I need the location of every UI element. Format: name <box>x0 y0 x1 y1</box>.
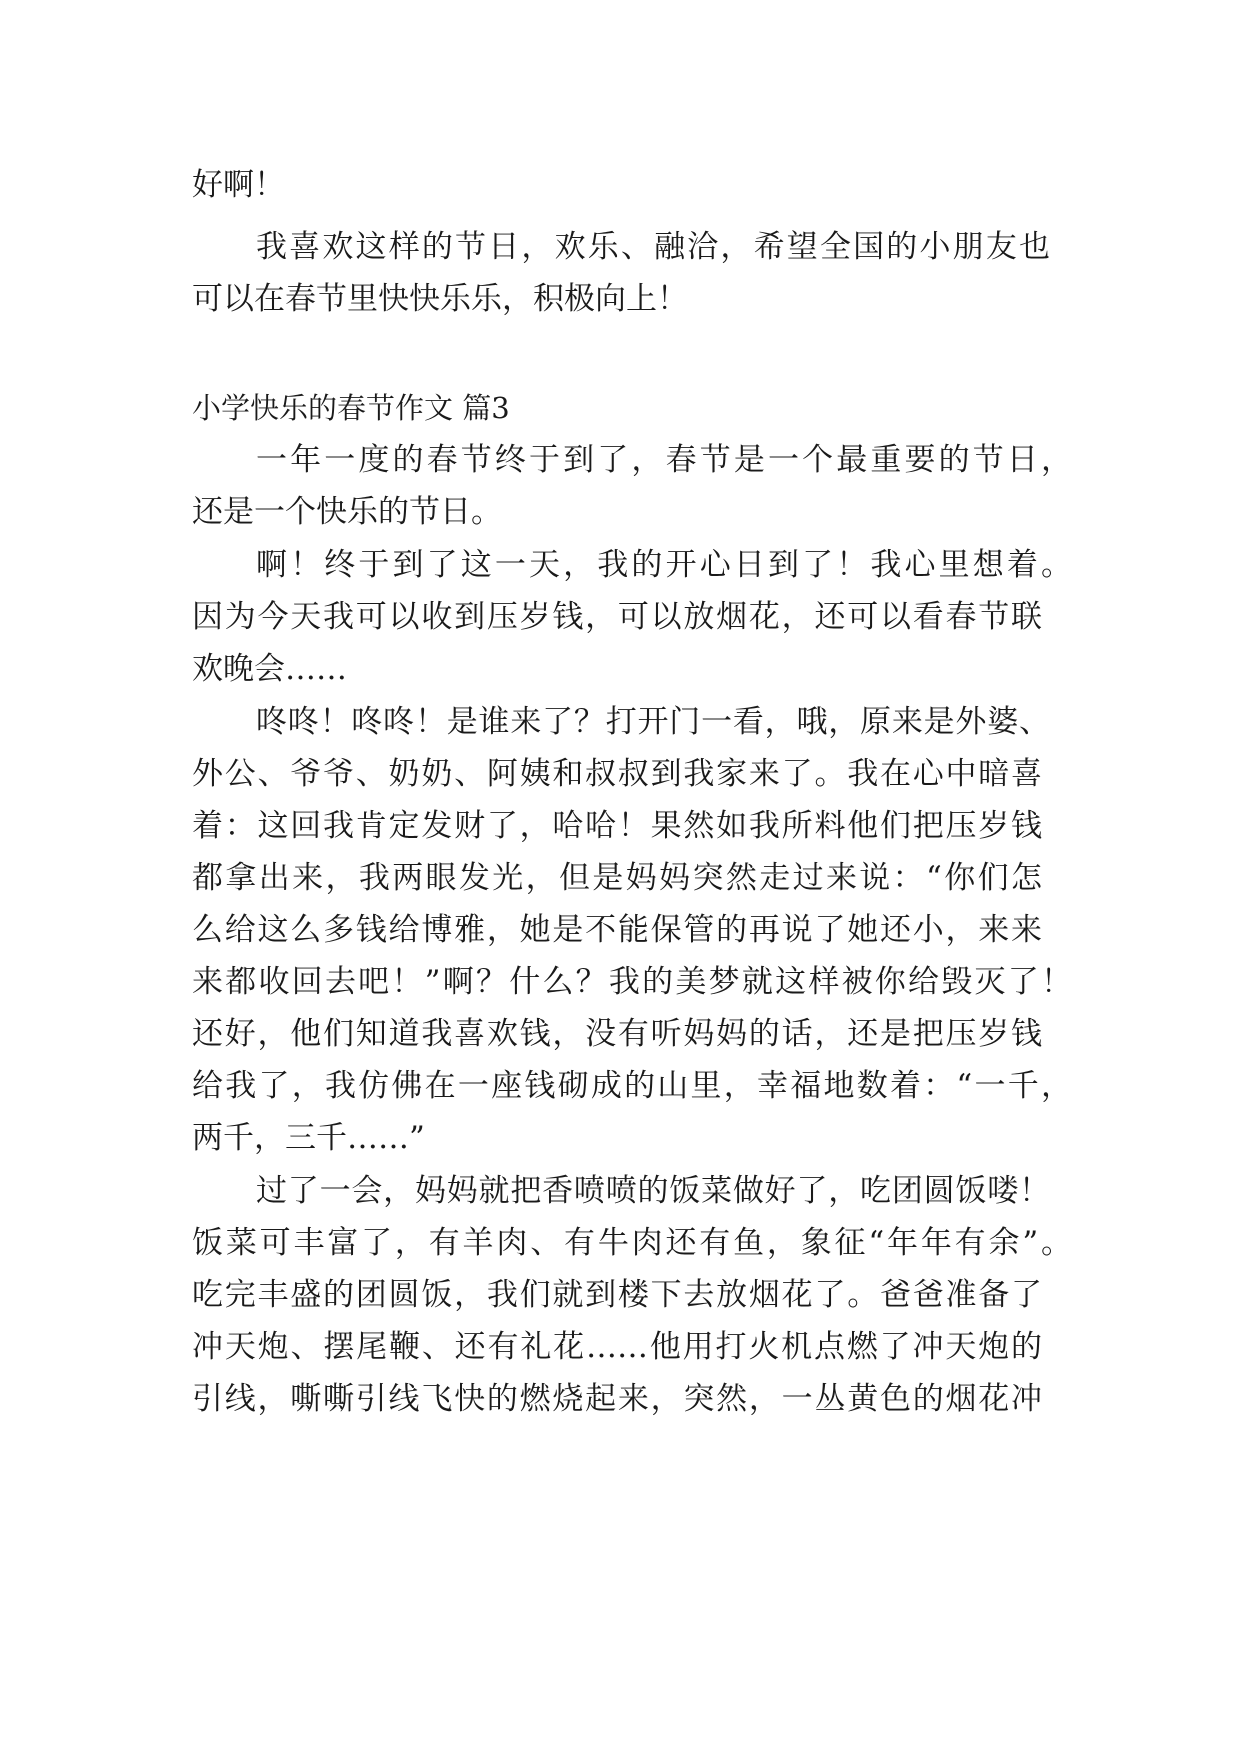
text-line: 吃完丰盛的团圆饭，我们就到楼下去放烟花了。爸爸准备了 <box>192 1277 1042 1313</box>
text-line: 冲天炮、摆尾鞭、还有礼花……他用打火机点燃了冲天炮的 <box>192 1329 1042 1365</box>
text-line: 还好，他们知道我喜欢钱，没有听妈妈的话，还是把压岁钱 <box>192 1016 1042 1052</box>
text-line: 着：这回我肯定发财了，哈哈！果然如我所料他们把压岁钱 <box>192 808 1042 844</box>
section-heading: 小学快乐的春节作文 篇3 <box>192 391 510 425</box>
text-line: 好啊！ <box>192 167 285 203</box>
text-line: 过了一会，妈妈就把香喷喷的饭菜做好了，吃团圆饭喽！ <box>256 1173 1050 1209</box>
text-line: 外公、爷爷、奶奶、阿姨和叔叔到我家来了。我在心中暗喜 <box>192 756 1042 792</box>
text-line: 可以在春节里快快乐乐，积极向上！ <box>192 281 688 317</box>
text-line: 都拿出来，我两眼发光，但是妈妈突然走过来说：“你们怎 <box>192 860 1042 896</box>
text-line: 咚咚！咚咚！是谁来了？打开门一看，哦，原来是外婆、 <box>256 704 1050 740</box>
text-line: 给我了，我仿佛在一座钱砌成的山里，幸福地数着：“一千， <box>192 1068 1072 1104</box>
text-line: 引线，嘶嘶引线飞快的燃烧起来，突然，一丛黄色的烟花冲 <box>192 1381 1042 1417</box>
text-line: 来都收回去吧！”啊？什么？我的美梦就这样被你给毁灭了！ <box>192 964 1072 1000</box>
text-line: 欢晚会…… <box>192 651 347 687</box>
text-line: 因为今天我可以收到压岁钱，可以放烟花，还可以看春节联 <box>192 599 1042 635</box>
text-line: 啊！终于到了这一天，我的开心日到了！我心里想着。 <box>256 547 1072 583</box>
text-line: 么给这么多钱给博雅，她是不能保管的再说了她还小，来来 <box>192 912 1042 948</box>
text-line: 我喜欢这样的节日，欢乐、融洽，希望全国的小朋友也 <box>256 229 1050 265</box>
text-line: 一年一度的春节终于到了，春节是一个最重要的节日， <box>256 442 1072 478</box>
text-line: 饭菜可丰富了，有羊肉、有牛肉还有鱼，象征“年年有余”。 <box>192 1225 1072 1261</box>
text-line: 两千，三千……” <box>192 1120 425 1156</box>
text-line: 还是一个快乐的节日。 <box>192 494 502 530</box>
